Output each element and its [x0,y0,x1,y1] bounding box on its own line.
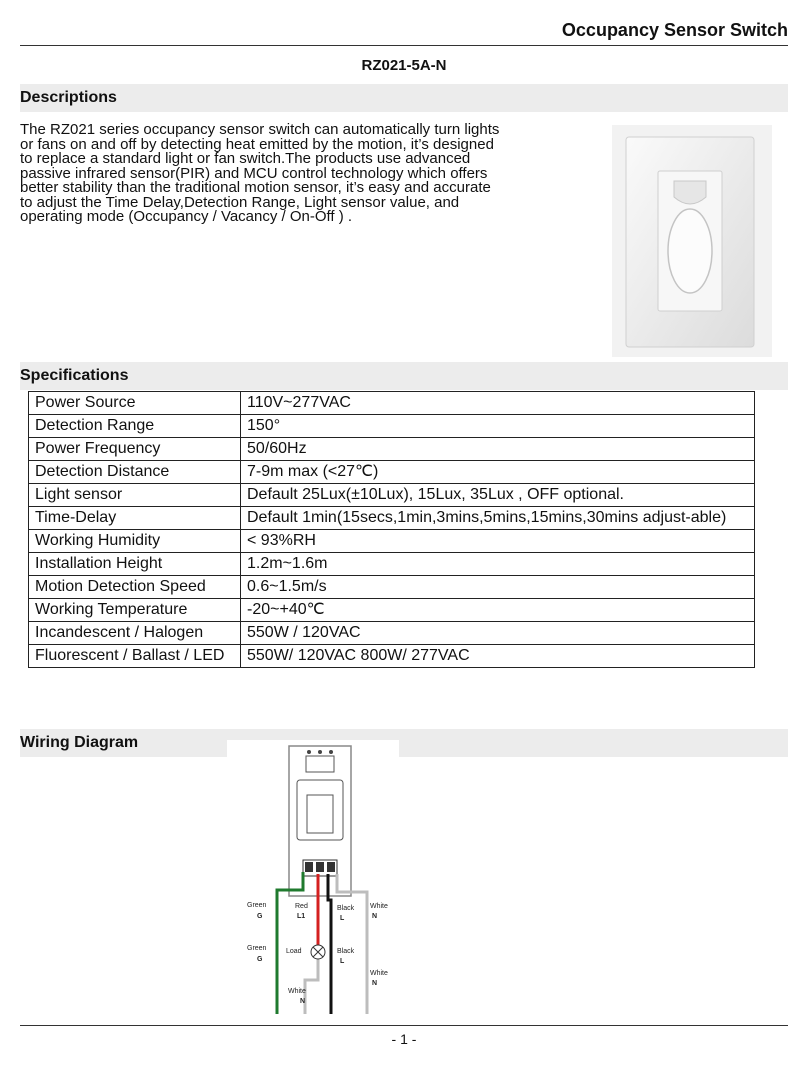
spec-key: Power Frequency [29,438,241,461]
page-number: - 1 - [391,1031,417,1047]
rocker-button [307,795,333,833]
spec-row [29,507,755,530]
spec-key: Power Source [29,392,241,415]
spec-key: Installation Height [29,553,241,576]
spec-value: 50/60Hz [241,438,755,461]
label-n-right: N [372,980,378,987]
label-l1: L1 [297,913,306,920]
wiring-heading: Wiring Diagram [20,734,139,751]
specifications-table [28,391,755,668]
label-green-top: Green [247,902,267,909]
label-load: Load [286,948,302,955]
spec-row [29,622,755,645]
descriptions-heading: Descriptions [20,89,117,106]
spec-row [29,599,755,622]
spec-value: 1.2m~1.6m [241,553,755,576]
spec-row [29,645,755,668]
label-red: Red [295,903,308,910]
label-l-bottom: L [340,958,345,965]
terminal-screw [327,862,335,872]
label-green-bottom: Green [247,945,267,952]
wiring-diagram [227,740,399,1018]
terminal-screw [316,862,324,872]
spec-row [29,438,755,461]
spec-value: -20~+40℃ [241,599,755,622]
label-white-bottom: White [288,988,306,995]
mount-hole [307,750,311,754]
spec-value: 0.6~1.5m/s [241,576,755,599]
model-number: RZ021-5A-N [361,57,447,74]
spec-key: Detection Distance [29,461,241,484]
spec-value: Default 1min(15secs,1min,3mins,5mins,15mins,30mins adjust-able) [241,507,755,530]
description-text: The RZ021 series occupancy sensor switch can automatically turn lights or fans on and off by detecting heat emitted by the motion, it’s designed to replace a standard light or fan switch.The products use advanced passive infrared sensor(PIR) and MCU control technology which offers better stability than the traditional motion sensor, it’s easy and accurate to adjust the Time Delay,Detection Range, Light sensor value, and operating mode (Occupancy / Vacancy / On-Off ) . [20,121,500,225]
spec-value: 150° [241,415,755,438]
spec-value: 7-9m max (<27℃) [241,461,755,484]
spec-key: Incandescent / Halogen [29,622,241,645]
label-n-bottom: N [300,998,306,1005]
spec-row [29,415,755,438]
label-black-bottom: Black [337,948,355,955]
label-g-top: G [257,913,263,920]
spec-key: Detection Range [29,415,241,438]
document-title: Occupancy Sensor Switch [561,20,788,40]
terminal-screw [305,862,313,872]
spec-key: Working Temperature [29,599,241,622]
specifications-heading: Specifications [20,367,129,384]
spec-value: Default 25Lux(±10Lux), 15Lux, 35Lux , OFF optional. [241,484,755,507]
label-black-top: Black [337,905,355,912]
sensor-window [306,756,334,772]
label-white-right: White [370,970,388,977]
label-white-top: White [370,903,388,910]
spec-value: 550W/ 120VAC 800W/ 277VAC [241,645,755,668]
spec-key: Fluorescent / Ballast / LED [29,645,241,668]
spec-key: Working Humidity [29,530,241,553]
spec-key: Light sensor [29,484,241,507]
label-n-top: N [372,913,378,920]
push-button [668,209,712,293]
spec-row [29,530,755,553]
product-image [612,125,772,357]
spec-key: Motion Detection Speed [29,576,241,599]
pir-lens-icon [674,181,706,204]
spec-value: 110V~277VAC [241,392,755,415]
header-rule [20,45,788,46]
spec-value: 550W / 120VAC [241,622,755,645]
spec-key: Time-Delay [29,507,241,530]
specifications-bar [20,362,788,390]
spec-value: < 93%RH [241,530,755,553]
footer-rule [20,1025,788,1026]
mount-hole [329,750,333,754]
spec-row [29,553,755,576]
label-l-top: L [340,915,345,922]
spec-row [29,461,755,484]
spec-row [29,576,755,599]
mount-hole [318,750,322,754]
label-g-bottom: G [257,956,263,963]
spec-row [29,484,755,507]
spec-row [29,392,755,415]
descriptions-bar [20,84,788,112]
